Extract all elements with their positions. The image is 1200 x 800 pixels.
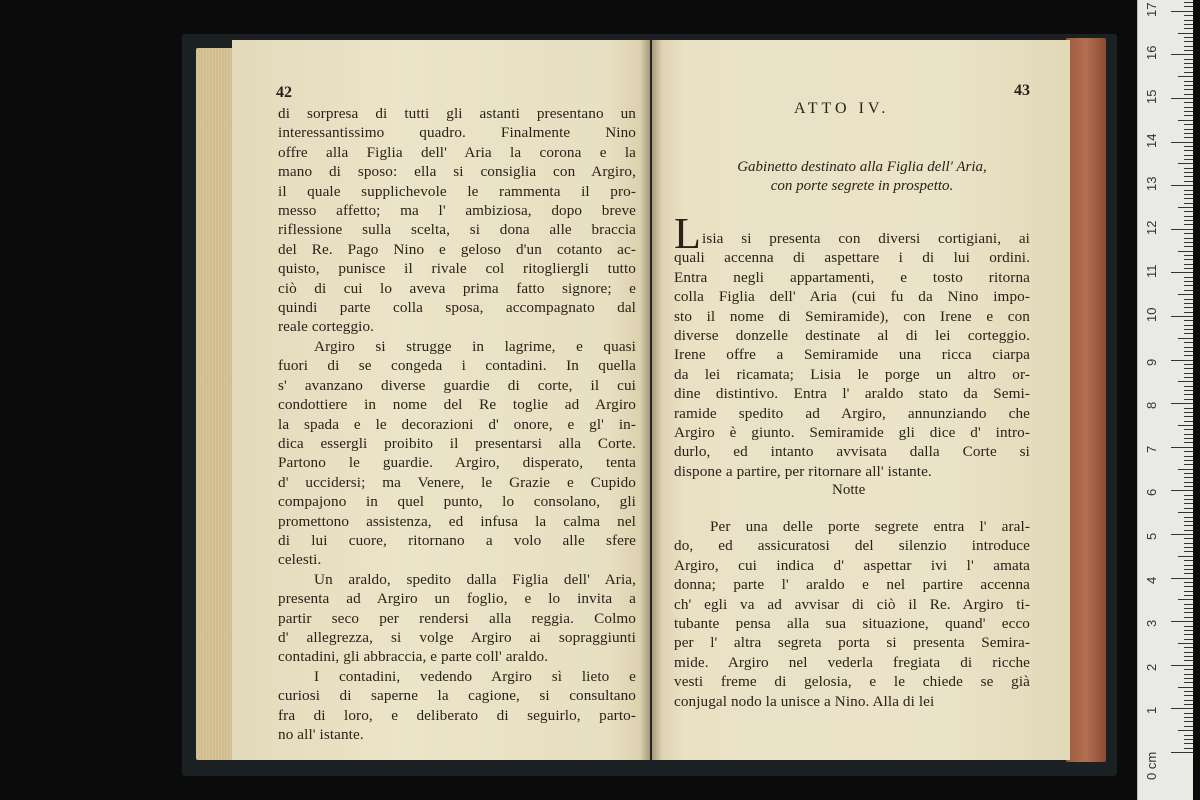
ruler-tick [1178, 120, 1193, 121]
ruler-number: 4 [1144, 576, 1159, 584]
ruler-tick [1184, 146, 1193, 147]
ruler-tick [1184, 560, 1193, 561]
ruler-tick [1184, 155, 1193, 156]
right-page [652, 40, 1070, 760]
stage-direction-notte: Notte [832, 482, 866, 498]
text-line: Per una delle porte segrete entra l' aral- [710, 518, 1030, 535]
ruler-tick [1184, 421, 1193, 422]
ruler-tick [1184, 107, 1193, 108]
text-line: Argiro si strugge in lagrime, e quasi [314, 337, 636, 355]
ruler-tick [1184, 626, 1193, 627]
ruler-tick [1184, 486, 1193, 487]
ruler-tick [1184, 582, 1193, 583]
ruler-number: 16 [1144, 45, 1159, 61]
ruler-number: 14 [1144, 133, 1159, 148]
ruler-tick [1178, 76, 1193, 77]
ruler-tick [1184, 220, 1193, 221]
ruler-tick [1184, 216, 1193, 217]
ruler-tick [1184, 242, 1193, 243]
ruler-tick [1184, 608, 1193, 609]
ruler-tick [1184, 320, 1193, 321]
ruler-tick [1184, 303, 1193, 304]
text-line: Argiro, cui indica d' aspettar ivi l' amata [674, 556, 1030, 574]
text-line: per l' altra segreta porta si presenta Semira- [674, 634, 1030, 652]
ruler-tick [1184, 364, 1193, 365]
ruler-number: 3 [1144, 619, 1159, 628]
ruler-tick [1171, 447, 1193, 448]
text-line: I contadini, vedendo Argiro sì lieto e [314, 667, 636, 685]
ruler-tick [1184, 85, 1193, 86]
ruler-unit-label: 0 cm [1144, 751, 1159, 780]
ruler-tick [1184, 390, 1193, 391]
text-line: quindi parte colla sposa, accompagnato dal [278, 299, 636, 317]
ruler-tick [1178, 338, 1193, 339]
ruler-tick [1184, 194, 1193, 195]
ruler-tick [1184, 133, 1193, 134]
ruler-tick [1184, 41, 1193, 42]
ruler-tick [1184, 503, 1193, 504]
ruler-tick [1184, 115, 1193, 116]
text-line: mano di sposo: ella si consiglia con Argiro, [278, 163, 636, 181]
ruler-tick [1184, 2, 1193, 3]
ruler-tick [1184, 176, 1193, 177]
text-line: colla Figlia dell' Aria (cui fu da Nino impo- [674, 288, 1030, 306]
ruler-tick [1184, 713, 1193, 714]
ruler-tick [1184, 211, 1193, 212]
ruler-tick [1184, 695, 1193, 696]
ruler-number: 1 [1144, 707, 1159, 715]
text-line: la spada e le decorazioni d' onore, e gl' in- [278, 415, 636, 433]
ruler-tick [1184, 325, 1193, 326]
text-line: contadini, gli abbraccia, e parte coll' araldo. [278, 648, 549, 666]
ruler-tick [1178, 251, 1193, 252]
text-line: durlo, ed intanto avvisata dalla Corte si [674, 443, 1030, 461]
text-line: del Re. Pago Nino e geloso d'un cotanto ac- [278, 240, 636, 258]
ruler-tick [1178, 512, 1193, 513]
ruler-tick [1184, 190, 1193, 191]
ruler-tick [1184, 748, 1193, 749]
text-line: compajono in quel punto, lo consolano, gli [278, 493, 636, 511]
text-line: di lui cuore, ritornano a volo alle sfere [278, 531, 636, 549]
ruler-tick [1184, 20, 1193, 21]
text-line: conjugal nodo la unisce a Nino. Alla di lei [674, 692, 935, 710]
text-line: dine distintivo. Entra l' araldo stato da Semi- [674, 385, 1030, 403]
ruler-tick [1171, 752, 1193, 753]
ruler-tick [1184, 573, 1193, 574]
ruler-tick [1184, 508, 1193, 509]
ruler-tick [1184, 307, 1193, 308]
ruler-tick [1184, 342, 1193, 343]
text-line: presenta ad Argiro un foglio, e lo invita a [278, 590, 636, 608]
ruler-tick [1184, 246, 1193, 247]
ruler-tick [1184, 6, 1193, 7]
ruler-tick [1184, 477, 1193, 478]
ruler-number: 6 [1144, 489, 1159, 497]
text-line: Argiro è giunto. Semiramide gli dice d' intro- [674, 424, 1030, 442]
ruler-tick [1184, 37, 1193, 38]
text-line: do, ed assicuratosi del silenzio introduce [674, 537, 1030, 555]
text-line: sto il nome di Semiramide), con Irene e con [674, 307, 1030, 325]
text-line: Entra negli appartamenti, e tosto ritorna [674, 268, 1030, 286]
ruler-tick [1184, 700, 1193, 701]
ruler-tick [1171, 665, 1193, 666]
ruler-tick [1184, 329, 1193, 330]
ruler-tick [1178, 469, 1193, 470]
ruler-tick [1178, 294, 1193, 295]
ruler-tick [1184, 442, 1193, 443]
ruler-tick [1184, 460, 1193, 461]
text-line: d' allegrezza, si volge Argiro ai sopraggiunti [278, 628, 636, 646]
ruler-tick [1184, 499, 1193, 500]
ruler-tick [1184, 46, 1193, 47]
ruler-tick [1184, 368, 1193, 369]
ruler-number: 7 [1144, 445, 1159, 453]
ruler-tick [1171, 54, 1193, 55]
text-line: ch' egli va ad avvisar di ciò il Re. Argiro ti- [674, 595, 1030, 613]
ruler-number: 8 [1144, 401, 1159, 410]
ruler-tick [1184, 416, 1193, 417]
ruler-tick [1171, 185, 1193, 186]
ruler-tick [1178, 599, 1193, 600]
ruler-tick [1171, 360, 1193, 361]
ruler-tick [1184, 408, 1193, 409]
ruler-tick [1184, 15, 1193, 16]
scene-subtitle [672, 158, 1052, 196]
ruler-tick [1184, 94, 1193, 95]
text-line: promettono assistenza, ed infusa la calma nel [278, 512, 636, 530]
scene-subtitle-line: con porte segrete in prospetto. [770, 178, 954, 194]
text-line: fuori di se congeda i contadini. In quella [278, 357, 636, 375]
ruler-number: 10 [1144, 307, 1159, 322]
ruler-tick [1184, 111, 1193, 112]
ruler-tick [1184, 264, 1193, 265]
ruler-tick [1184, 530, 1193, 531]
text-line: partir seco per rendersi alla reggia. Colmo [278, 609, 636, 627]
ruler-tick [1184, 63, 1193, 64]
text-line: interessantissimo quadro. Finalmente Nino [278, 124, 636, 142]
ruler-tick [1184, 565, 1193, 566]
measuring-ruler [1137, 0, 1193, 800]
ruler-tick [1184, 717, 1193, 718]
ruler-tick [1184, 373, 1193, 374]
ruler-tick [1184, 72, 1193, 73]
text-line: fra di loro, e deliberato di seguirlo, parto- [278, 706, 636, 724]
text-line: isia si presenta con diversi cortigiani, ai [702, 230, 1030, 247]
ruler-tick [1184, 377, 1193, 378]
text-line: offre alla Figlia dell' Aria la corona e la [278, 143, 636, 161]
ruler-tick [1178, 730, 1193, 731]
act-heading: ATTO IV. [794, 100, 890, 117]
ruler-tick [1184, 394, 1193, 395]
left-page-text [278, 104, 636, 744]
ruler-tick [1171, 708, 1193, 709]
ruler-tick [1184, 81, 1193, 82]
ruler-tick [1171, 316, 1193, 317]
text-line: celesti. [278, 551, 322, 569]
ruler-tick [1184, 591, 1193, 592]
ruler-tick [1184, 473, 1193, 474]
ruler-tick [1171, 98, 1193, 99]
scene-subtitle-line: Gabinetto destinato alla Figlia dell' Aria, [737, 159, 987, 175]
ruler-tick [1184, 137, 1193, 138]
ruler-tick [1184, 639, 1193, 640]
ruler-tick [1171, 578, 1193, 579]
ruler-tick [1184, 299, 1193, 300]
ruler-tick [1184, 290, 1193, 291]
text-line: Un araldo, spedito dalla Figlia dell' Aria, [314, 570, 636, 588]
ruler-tick [1184, 569, 1193, 570]
ruler-tick [1184, 347, 1193, 348]
ruler-tick [1171, 229, 1193, 230]
ruler-tick [1184, 277, 1193, 278]
ruler-tick [1184, 124, 1193, 125]
page-number: 43 [1014, 82, 1030, 99]
ruler-number: 5 [1144, 532, 1159, 540]
ruler-tick [1184, 482, 1193, 483]
ruler-tick [1184, 456, 1193, 457]
text-line: Irene offre a Semiramide una ricca ciarpa [674, 346, 1030, 364]
drop-cap: L [674, 209, 701, 258]
text-line: s' avanzano diverse guardie di corte, il cui [278, 376, 636, 394]
ruler-tick [1184, 233, 1193, 234]
ruler-tick [1184, 102, 1193, 103]
ruler-tick [1184, 150, 1193, 151]
text-line: dica essergli proibito il presentarsi alla Corte. [278, 434, 636, 452]
ruler-tick [1184, 224, 1193, 225]
ruler-tick [1184, 172, 1193, 173]
ruler-tick [1184, 59, 1193, 60]
ruler-tick [1171, 621, 1193, 622]
ruler-tick [1184, 181, 1193, 182]
ruler-tick [1171, 534, 1193, 535]
ruler-tick [1184, 333, 1193, 334]
ruler-tick [1184, 434, 1193, 435]
ruler-number: 17 [1144, 2, 1159, 17]
ruler-tick [1184, 168, 1193, 169]
ruler-tick [1184, 612, 1193, 613]
ruler-tick [1184, 28, 1193, 29]
text-line: d' uccidersi; ma Venere, le Grazie e Cupido [278, 473, 636, 491]
ruler-tick [1184, 412, 1193, 413]
ruler-tick [1184, 595, 1193, 596]
ruler-tick [1184, 678, 1193, 679]
text-line: riflessione sulla scelta, si dona alle braccia [278, 221, 636, 239]
ruler-tick [1184, 281, 1193, 282]
ruler-tick [1184, 743, 1193, 744]
ruler-tick [1178, 381, 1193, 382]
page-number: 42 [276, 84, 292, 101]
ruler-tick [1184, 438, 1193, 439]
ruler-tick [1184, 159, 1193, 160]
ruler-tick [1184, 586, 1193, 587]
ruler-tick [1184, 669, 1193, 670]
ruler-number: 2 [1144, 663, 1159, 671]
ruler-tick [1184, 198, 1193, 199]
ruler-tick [1184, 652, 1193, 653]
text-line: quali accenna di aspettare i di lui ordini. [674, 249, 1030, 267]
ruler-tick [1184, 399, 1193, 400]
text-line: reale corteggio. [278, 318, 375, 336]
text-line: mide. Argiro nel vederla fregiata di ricche [674, 653, 1030, 671]
right-paragraph-1 [674, 229, 1030, 481]
ruler-tick [1184, 521, 1193, 522]
text-line: messo affetto; ma l' ambiziosa, dopo breve [278, 202, 636, 220]
ruler-tick [1184, 495, 1193, 496]
text-line: condottiere in nome del Re toglie ad Argiro [278, 396, 636, 414]
ruler-tick [1184, 351, 1193, 352]
text-line: di sorpresa di tutti gli astanti presentano un [278, 105, 636, 122]
ruler-tick [1184, 268, 1193, 269]
text-line: quisto, punisce il rivale col ritogliergli tutto [278, 260, 636, 278]
ruler-tick [1184, 285, 1193, 286]
ruler-tick [1171, 403, 1193, 404]
ruler-tick [1178, 556, 1193, 557]
ruler-tick [1184, 464, 1193, 465]
ruler-tick [1184, 704, 1193, 705]
ruler-tick [1184, 543, 1193, 544]
ruler-tick [1184, 24, 1193, 25]
text-line: no all' istante. [278, 726, 364, 743]
ruler-tick [1184, 617, 1193, 618]
ruler-number: 13 [1144, 176, 1159, 192]
ruler-tick [1184, 735, 1193, 736]
text-line: tubante pensa alla sua situazione, quand' ecco [674, 615, 1030, 633]
ruler-tick [1184, 674, 1193, 675]
ruler-tick [1184, 259, 1193, 260]
ruler-tick [1171, 142, 1193, 143]
ruler-tick [1184, 525, 1193, 526]
ruler-tick [1184, 238, 1193, 239]
ruler-tick [1184, 312, 1193, 313]
ruler-tick [1184, 50, 1193, 51]
text-line: ciò di cui lo aveva prima fatto signore; e [278, 279, 636, 297]
ruler-tick [1184, 721, 1193, 722]
ruler-tick [1184, 355, 1193, 356]
ruler-tick [1184, 551, 1193, 552]
ruler-tick [1184, 255, 1193, 256]
ruler-number: 12 [1144, 220, 1159, 235]
ruler-tick [1184, 630, 1193, 631]
ruler-tick [1184, 739, 1193, 740]
ruler-tick [1184, 726, 1193, 727]
ruler-tick [1178, 643, 1193, 644]
ruler-tick [1184, 386, 1193, 387]
text-line: vesti freme di gelosia, e le chiede se già [674, 673, 1030, 691]
text-line: donna; parte l' araldo e nel partire accenna [674, 576, 1030, 594]
ruler-tick [1184, 682, 1193, 683]
left-page [232, 40, 650, 760]
ruler-tick [1171, 11, 1193, 12]
text-line: diverse donzelle destinate al di lei corteggio. [674, 327, 1030, 345]
ruler-tick [1178, 207, 1193, 208]
ruler-tick [1178, 33, 1193, 34]
text-line: curiosi di saperne la cagione, si consultano [278, 687, 636, 705]
ruler-tick [1184, 660, 1193, 661]
text-line: dispone a partire, per ritornare all' istante. [674, 462, 932, 480]
ruler-tick [1171, 272, 1193, 273]
ruler-tick [1184, 517, 1193, 518]
spine-shadow [640, 40, 662, 760]
ruler-tick [1184, 451, 1193, 452]
book-cover-edge [1066, 38, 1106, 762]
ruler-tick [1184, 129, 1193, 130]
ruler-tick [1178, 425, 1193, 426]
ruler-number: 15 [1144, 89, 1159, 104]
ruler-tick [1184, 604, 1193, 605]
ruler-tick [1184, 429, 1193, 430]
text-line: Partono le guardie. Argiro, disperato, tenta [278, 454, 636, 472]
ruler-tick [1184, 203, 1193, 204]
text-line: il quale supplichevole le rammenta il pro- [278, 182, 636, 200]
right-paragraph-2 [674, 517, 1030, 711]
text-line: da lei ricamata; Lisia le porge un altro or- [674, 365, 1030, 383]
ruler-tick [1184, 538, 1193, 539]
ruler-tick [1184, 656, 1193, 657]
ruler-tick [1184, 691, 1193, 692]
ruler-tick [1184, 547, 1193, 548]
ruler-tick [1184, 67, 1193, 68]
ruler-tick [1184, 634, 1193, 635]
ruler-tick [1184, 89, 1193, 90]
ruler-tick [1178, 163, 1193, 164]
text-line: ramide spedito ad Argiro, annunziando che [674, 404, 1030, 422]
ruler-tick [1184, 647, 1193, 648]
ruler-number: 11 [1144, 264, 1159, 279]
ruler-tick [1171, 490, 1193, 491]
ruler-number: 9 [1144, 358, 1159, 366]
ruler-tick [1178, 687, 1193, 688]
